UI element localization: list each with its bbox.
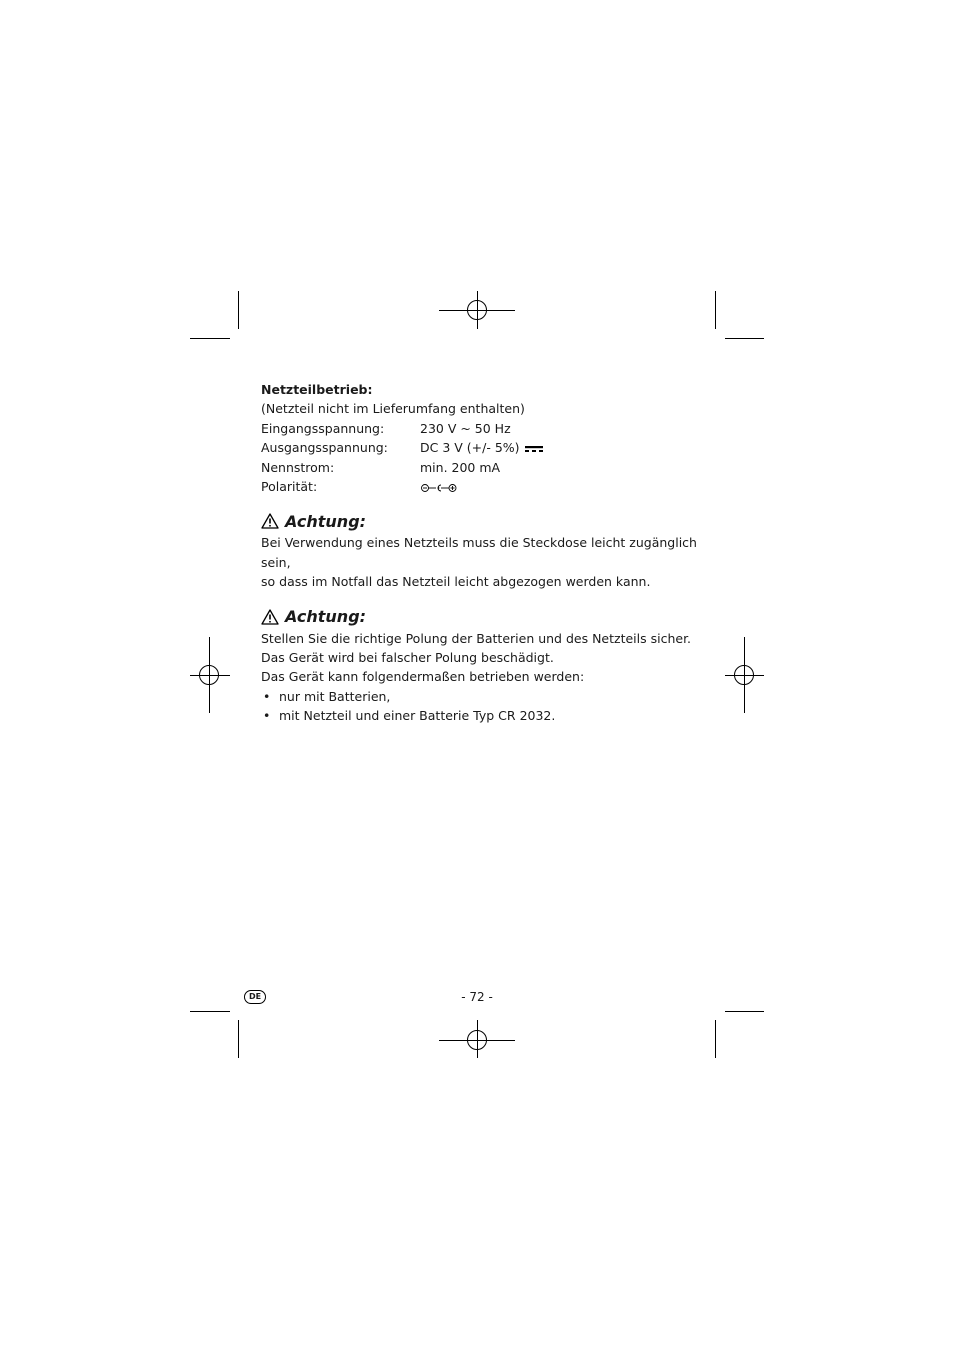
manual-content [261, 380, 721, 726]
warning-title: Achtung: [285, 606, 367, 626]
spec-value: DC 3 V (+/- 5%) [420, 440, 520, 456]
spec-row-polarity [261, 477, 721, 496]
section-title: Netzteilbetrieb: [261, 382, 373, 397]
dc-current-icon [525, 445, 543, 453]
warning-triangle-icon [261, 513, 279, 529]
spec-value: min. 200 mA [420, 459, 501, 475]
warning-text: so dass im Notfall das Netzteil leicht abgezogen werden kann. [261, 574, 651, 590]
language-badge: DE [244, 990, 266, 1004]
spec-value: 230 V ~ 50 Hz [420, 420, 511, 436]
operation-modes-list [261, 687, 721, 726]
list-item: • mit Netzteil und einer Batterie Typ CR 2032. [261, 706, 721, 725]
section-note: (Netzteil nicht im Lieferumfang enthalten) [261, 401, 525, 417]
spec-label: Polarität: [261, 479, 318, 495]
warning-title: Achtung: [285, 511, 367, 531]
warning-heading-2 [261, 605, 721, 629]
spec-label: Ausgangsspannung: [261, 440, 388, 456]
warning-text: Das Gerät kann folgendermaßen betrieben werden: [261, 669, 585, 685]
warning-text: Bei Verwendung eines Netzteils muss die Steckdose leicht zugänglich sein, [261, 535, 697, 570]
spec-row-output-voltage [261, 438, 721, 457]
spec-label: Nennstrom: [261, 459, 335, 475]
warning-heading-1 [261, 509, 721, 533]
list-item: • nur mit Batterien, [261, 687, 721, 706]
warning-text: Stellen Sie die richtige Polung der Batterien und des Netzteils sicher. [261, 630, 692, 646]
polarity-icon [420, 482, 458, 494]
spec-label: Eingangsspannung: [261, 420, 385, 436]
warning-triangle-icon [261, 609, 279, 625]
warning-text: Das Gerät wird bei falscher Polung beschädigt. [261, 650, 554, 666]
page-number: - 72 - [461, 990, 493, 1004]
spec-row-input-voltage [261, 419, 721, 438]
spec-row-rated-current [261, 458, 721, 477]
